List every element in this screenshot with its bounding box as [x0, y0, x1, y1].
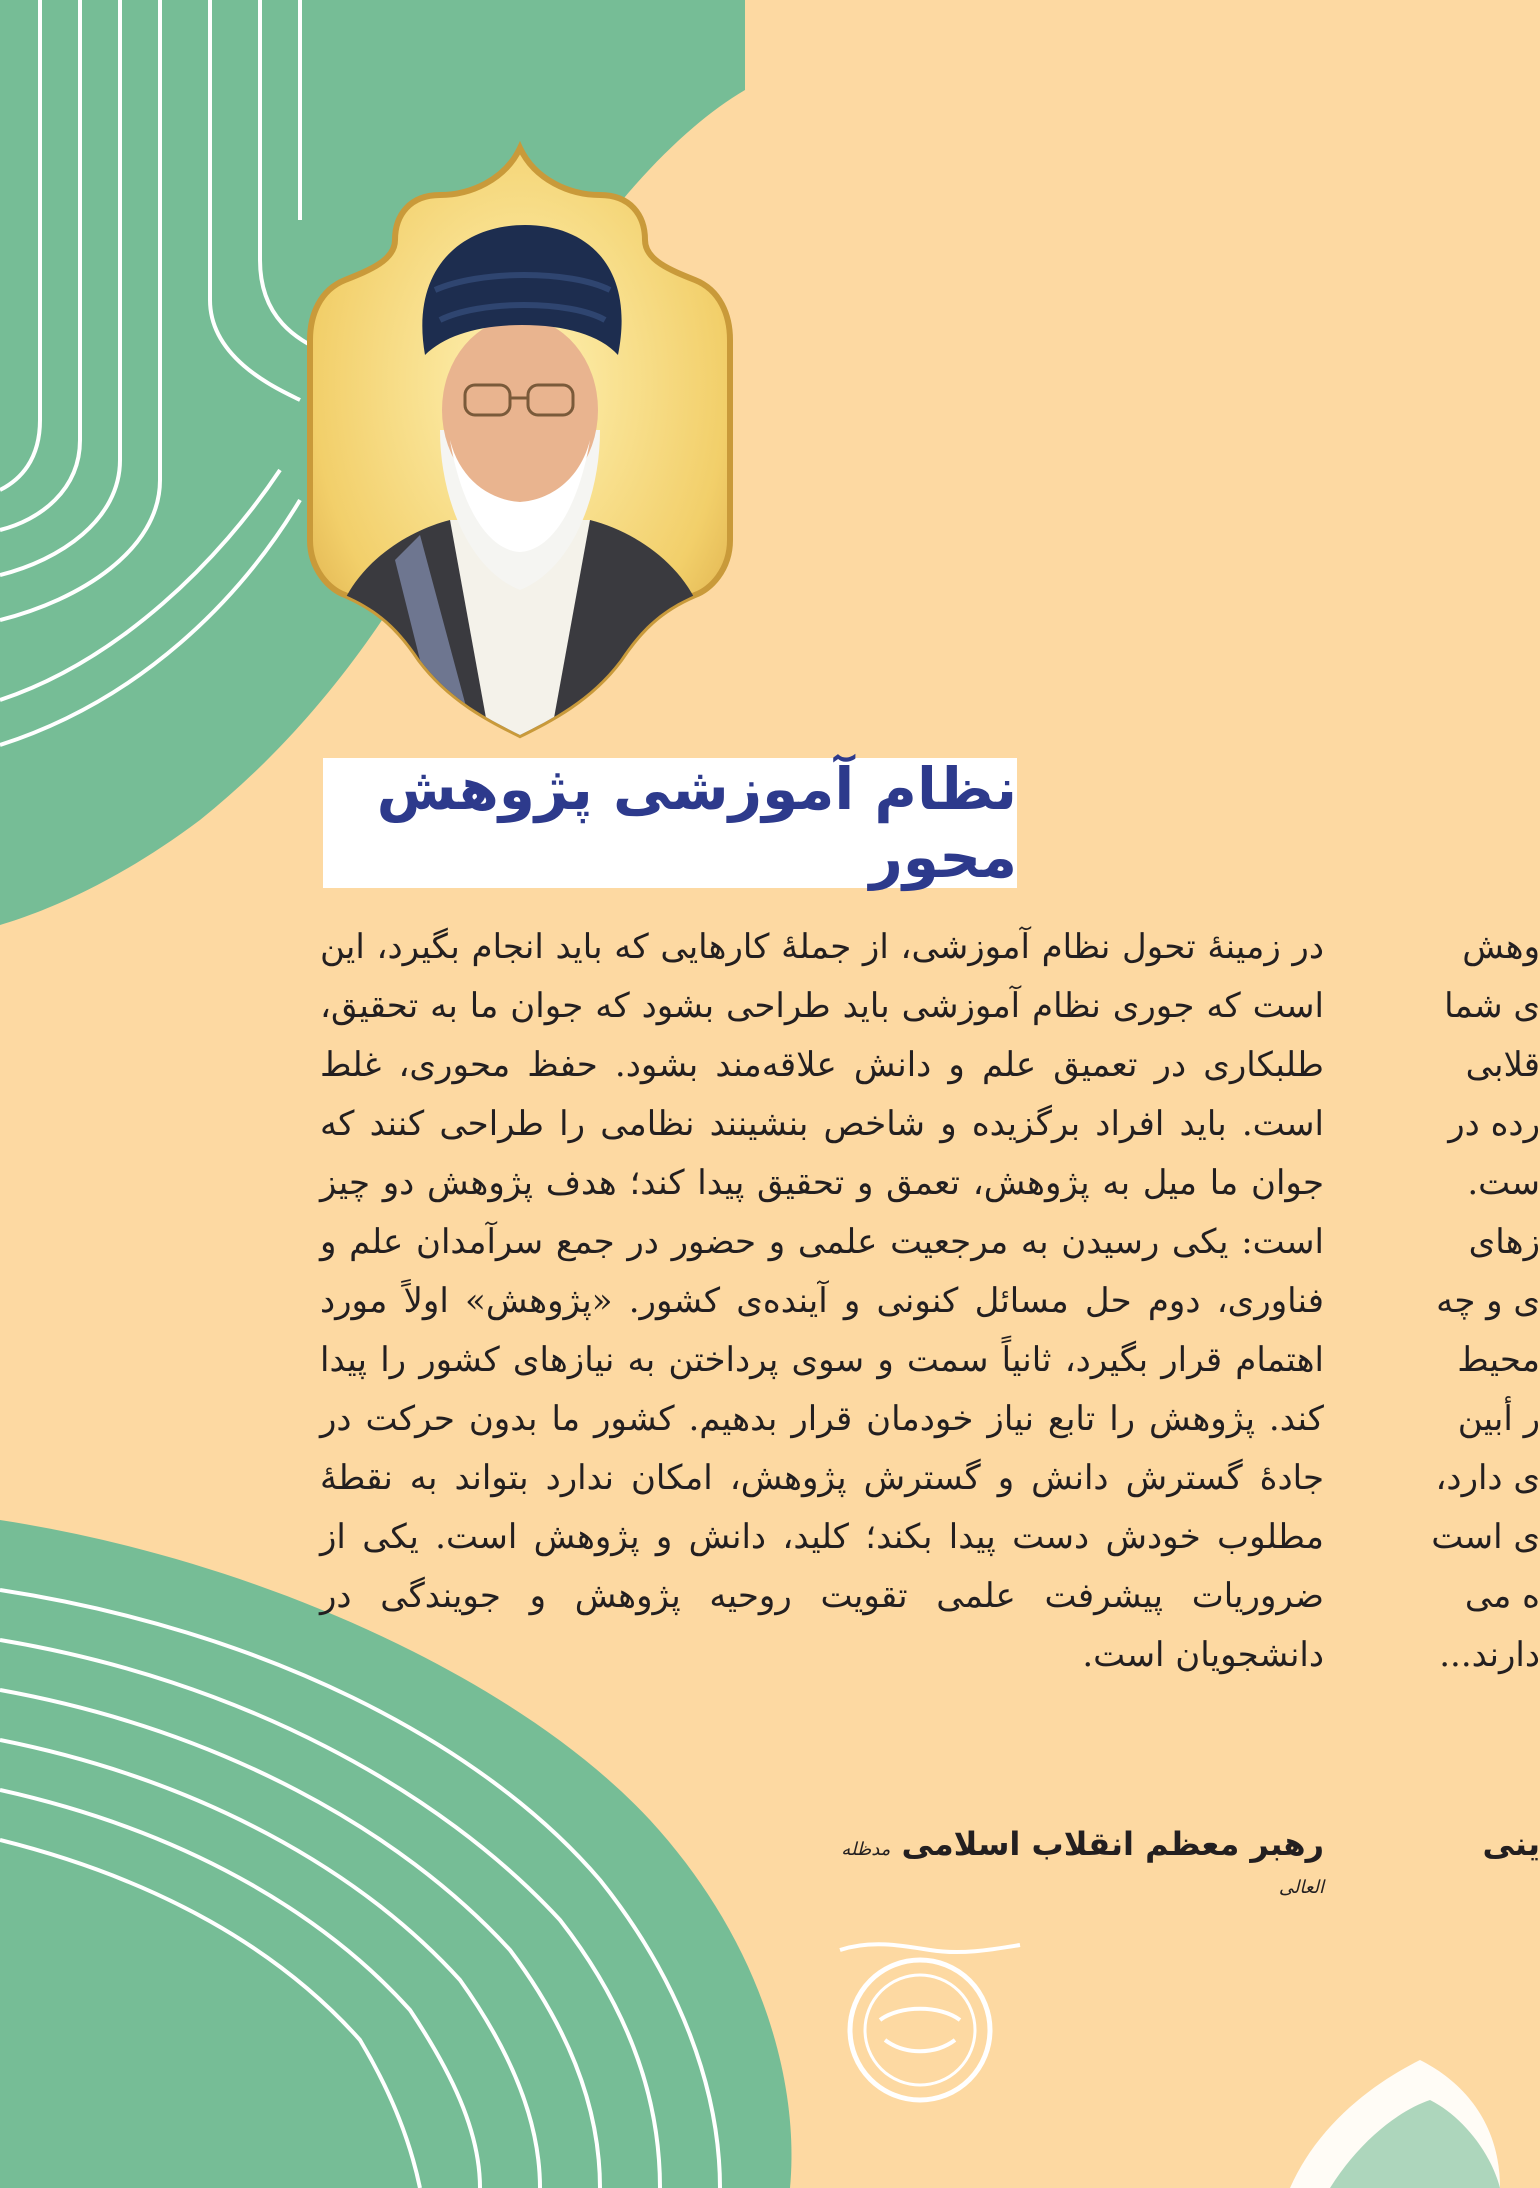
- right-column-signature: ینی: [1482, 1825, 1540, 1863]
- right-column-line: ی شما: [1444, 986, 1540, 1026]
- right-column-line: قلابی: [1465, 1045, 1540, 1085]
- main-paragraph: در زمینهٔ تحول نظام آموزشی، از جملهٔ کارهایی که باید انجام بگیرد، این است که جوری نظام آموزشی باید طراحی بشود که جوان ما به تحقیق، طلبکاری در تعمیق علم و دانش علاقه‌مند بشود. حفظ محوری، غلط است. باید افراد برگزیده و شاخص بنشینند نظامی را طراحی کنند که جوان ما میل به پژوهش، تعمق و تحقیق پیدا کند؛ هدف پژوهش دو چیز است: یکی رسیدن به مرجعیت علمی و حضور در جمع سرآمدان علم و فناوری، دوم حل مسائل کنونی و آینده‌ی کشور. «پژوهش» اولاً مورد اهتمام قرار بگیرد، ثانیاً سمت و سوی پرداختن به نیازهای کشور را پیدا کند. پژوهش را تابع نیاز خودمان قرار بدهیم. کشور ما بدون حرکت در جادهٔ گسترش دانش و گسترش پژوهش، امکان ندارد بتواند به نقطهٔ مطلوب خودش دست پیدا بکند؛ کلید، دانش و پژوهش است. یکی از ضروریات پیشرفت علمی تقویت روحیه پژوهش و جویندگی در دانشجویان است.: [320, 927, 1324, 1675]
- signature-honorific: مدظله العالی: [841, 1839, 1324, 1898]
- right-column-line: ست.: [1467, 1163, 1540, 1203]
- right-column-line: ی است: [1431, 1517, 1540, 1557]
- page-title: نظام آموزشی پژوهش محور: [376, 755, 1017, 891]
- right-column-line: دارند...: [1439, 1635, 1540, 1675]
- signature-title: رهبر معظم انقلاب اسلامی: [901, 1825, 1324, 1863]
- right-column-line: زهای: [1468, 1222, 1540, 1262]
- right-column-line: ی دارد،: [1435, 1458, 1540, 1498]
- right-column-line: ی و چه: [1436, 1281, 1540, 1321]
- seal-stamp: [820, 1910, 1050, 2110]
- right-column-line: رده در: [1448, 1104, 1540, 1144]
- leader-portrait: [300, 140, 740, 740]
- right-column-line: ر أبین: [1457, 1399, 1540, 1439]
- title-box: [323, 755, 1017, 891]
- right-column-line: وهش: [1462, 927, 1540, 967]
- right-column-line: محیط: [1457, 1340, 1540, 1380]
- right-column-fragment: [1380, 918, 1540, 1685]
- signature-line: [840, 1825, 1324, 1901]
- right-column-line: ه می: [1464, 1576, 1540, 1616]
